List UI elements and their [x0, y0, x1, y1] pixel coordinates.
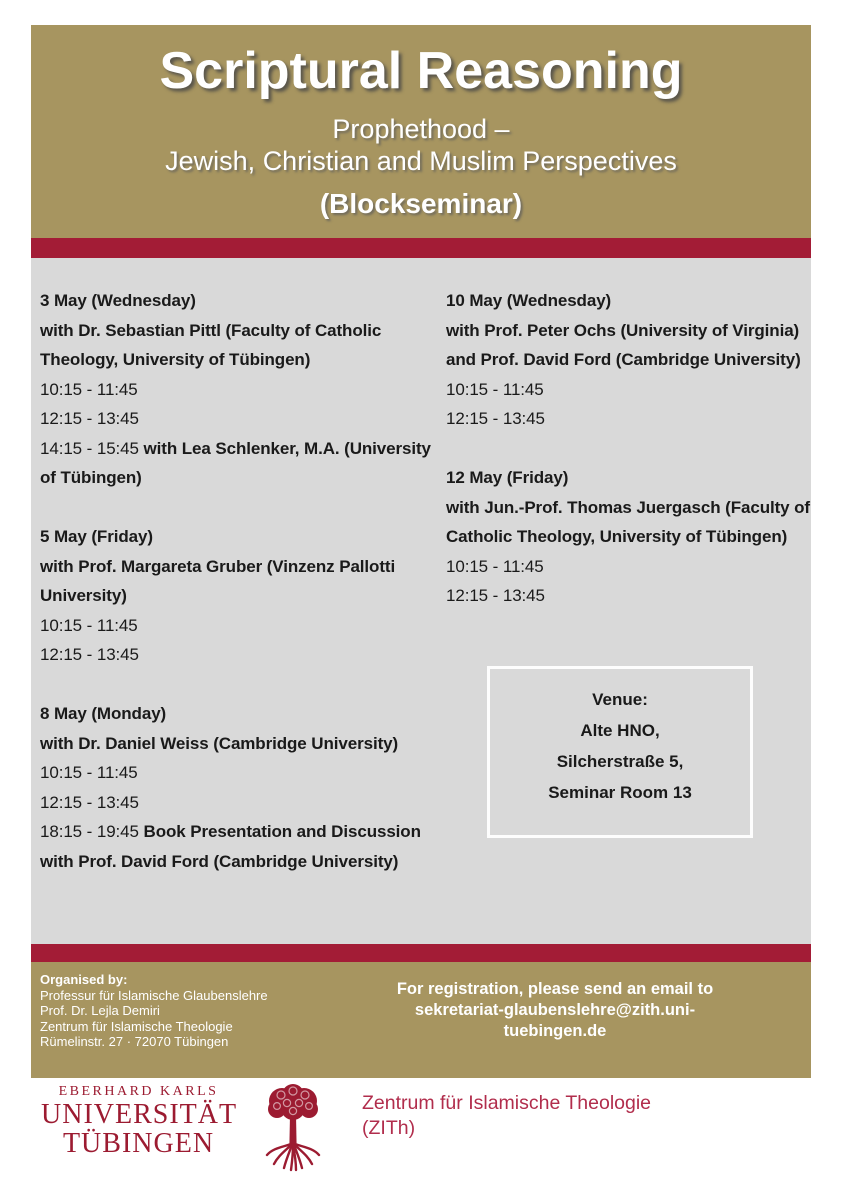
event-line: with Prof. Margareta Gruber (Vinzenz Pallotti [40, 556, 396, 576]
university-footer [31, 1078, 811, 1191]
organiser-block [40, 972, 268, 1050]
zith-label [362, 1091, 651, 1141]
organiser-line: Prof. Dr. Lejla Demiri [40, 1003, 160, 1018]
event-date: 3 May (Wednesday) [40, 291, 196, 310]
red-divider-top [31, 238, 811, 258]
registration-line: tuebingen.de [503, 1022, 607, 1040]
zith-line2: (ZITh) [362, 1117, 416, 1139]
poster-subtitle-line2: Jewish, Christian and Muslim Perspectives [165, 146, 677, 176]
event-block [446, 463, 810, 611]
organiser-lines [40, 988, 268, 1050]
event-line: University) [40, 586, 127, 605]
event-line: 10:15 - 11:45 [446, 556, 544, 576]
event-block [446, 286, 810, 434]
header-band [31, 25, 811, 238]
event-line: 10:15 - 11:45 [446, 379, 544, 399]
registration-note [335, 979, 775, 1042]
venue-room: Seminar Room 13 [548, 783, 692, 802]
registration-line: For registration, please send an email to [396, 980, 714, 998]
red-divider-bottom [31, 944, 811, 962]
event-line: Theology, University of Tübingen) [40, 350, 311, 369]
venue-building: Alte HNO, [580, 721, 660, 740]
event-block [40, 286, 431, 493]
university-logo [41, 1084, 236, 1158]
event-line: with Prof. David Ford (Cambridge University) [40, 851, 399, 871]
university-logo-line1: EBERHARD KARLS [58, 1084, 219, 1099]
organiser-line: Zentrum für Islamische Theologie [40, 1018, 233, 1034]
organised-by-label: Organised by: [40, 972, 128, 987]
event-line: 14:15 - 15:45 with Lea Schlenker, M.A. (University [40, 438, 431, 458]
event-line: Catholic Theology, University of Tübingen) [446, 527, 788, 546]
venue-label: Venue: [592, 690, 648, 709]
venue-box [487, 666, 753, 838]
event-date: 5 May (Friday) [40, 527, 153, 546]
event-line: 12:15 - 13:45 [40, 409, 139, 428]
event-line: with Prof. Peter Ochs (University of Virginia) [446, 320, 800, 340]
event-line: 12:15 - 13:45 [40, 645, 139, 664]
footer-band [31, 962, 811, 1078]
poster-title: Scriptural Reasoning [159, 42, 683, 100]
poster-seminar-type: (Blockseminar) [319, 188, 523, 219]
event-line: with Dr. Sebastian Pittl (Faculty of Catholic [40, 320, 382, 340]
schedule-column-left [40, 286, 431, 876]
event-line: with Dr. Daniel Weiss (Cambridge University) [40, 733, 399, 753]
event-block [40, 522, 431, 670]
zith-line1: Zentrum für Islamische Theologie [362, 1092, 652, 1114]
schedule-column-right [446, 286, 810, 611]
event-line: with Jun.-Prof. Thomas Juergasch (Faculty of [446, 497, 810, 517]
university-logo-line2: UNIVERSITÄT [41, 1099, 238, 1130]
event-date: 12 May (Friday) [446, 468, 569, 487]
event-block [40, 699, 431, 876]
university-logo-line3: TÜBINGEN [62, 1128, 215, 1159]
event-line: 12:15 - 13:45 [446, 586, 545, 605]
event-line: and Prof. David Ford (Cambridge University) [446, 350, 801, 369]
organiser-line: Rümelinstr. 27 · 72070 Tübingen [40, 1034, 229, 1049]
event-line: 10:15 - 11:45 [40, 763, 138, 782]
organiser-line: Professur für Islamische Glaubenslehre [40, 987, 268, 1003]
registration-line: sekretariat-glaubenslehre@zith.uni- [414, 1001, 696, 1019]
venue-street: Silcherstraße 5, [556, 752, 684, 771]
event-line: 10:15 - 11:45 [40, 379, 138, 399]
event-line: 12:15 - 13:45 [446, 409, 545, 428]
event-line: of Tübingen) [40, 468, 142, 487]
schedule-panel [31, 258, 811, 944]
event-date: 8 May (Monday) [40, 704, 167, 723]
poster-subtitle-line1: Prophethood – [332, 114, 510, 144]
event-line: 18:15 - 19:45 Book Presentation and Discussion [40, 822, 421, 841]
event-line: 12:15 - 13:45 [40, 792, 139, 812]
tuebingen-tree-icon [265, 1081, 321, 1177]
event-date: 10 May (Wednesday) [446, 291, 612, 310]
event-line: 10:15 - 11:45 [40, 615, 138, 635]
